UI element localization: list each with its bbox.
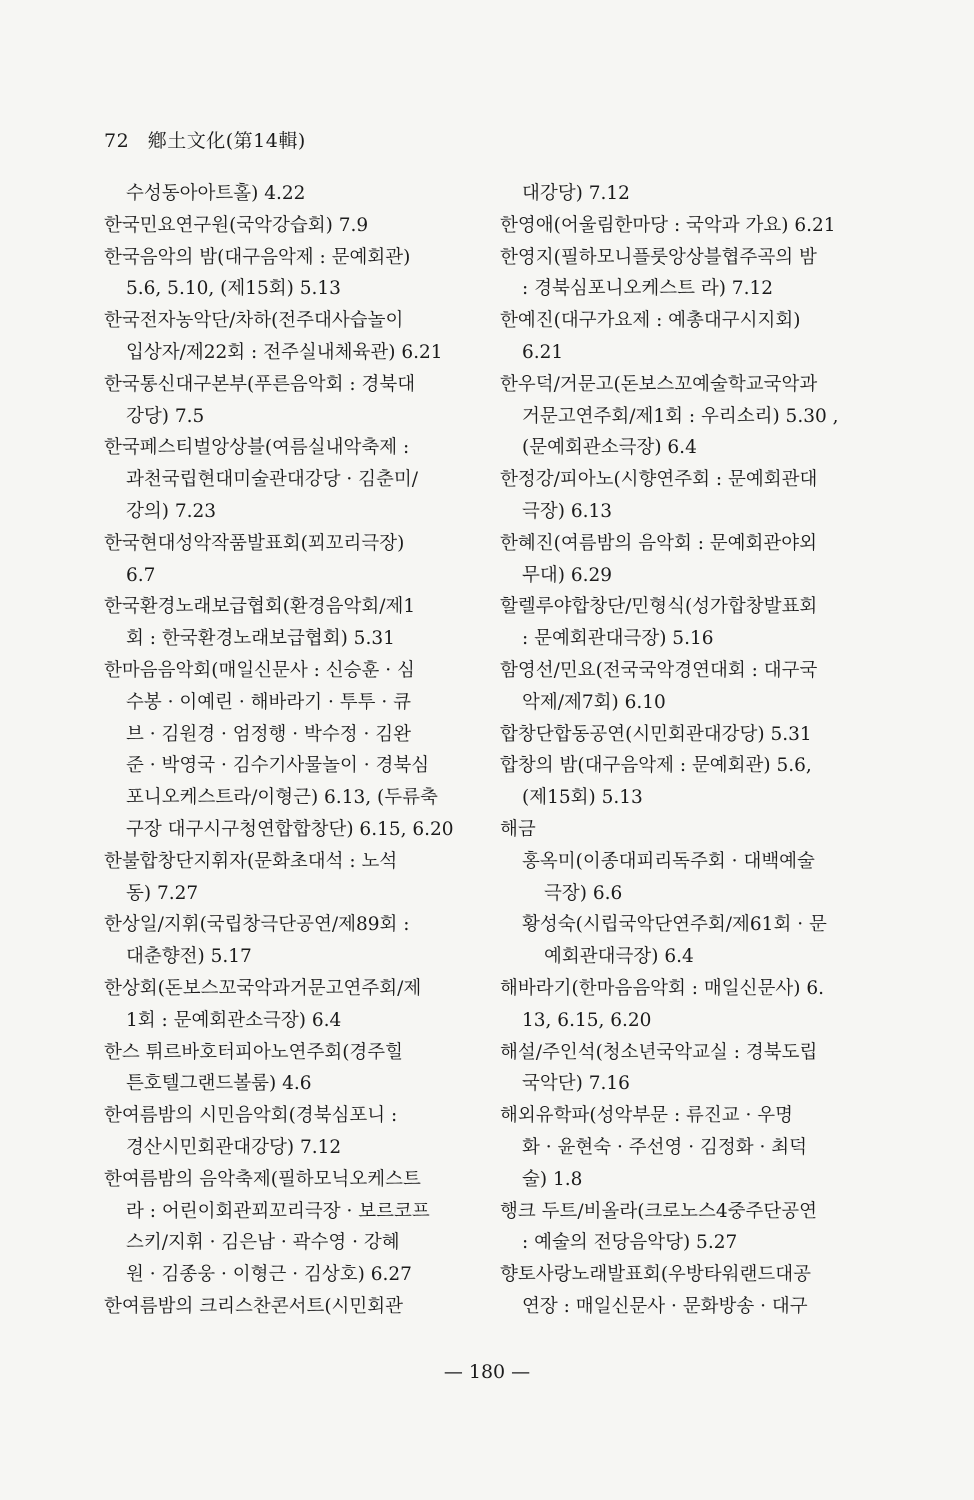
index-line: 해바라기(한마음음악회 : 매일신문사) 6. bbox=[500, 977, 825, 999]
index-line: 강의) 7.23 bbox=[126, 500, 217, 522]
index-line: 합창단합동공연(시민회관대강당) 5.31 bbox=[500, 723, 812, 745]
index-line: : 경북심포니오케스트 라) 7.12 bbox=[522, 278, 773, 300]
index-line: (제15회) 5.13 bbox=[522, 787, 643, 809]
index-line: 악제/제7회) 6.10 bbox=[522, 691, 666, 713]
header-page-number: 72 bbox=[104, 130, 130, 152]
index-line: 한국통신대구본부(푸른음악회 : 경북대 bbox=[104, 373, 416, 395]
index-line: 경산시민회관대강당) 7.12 bbox=[126, 1136, 342, 1158]
index-line: : 예술의 전당음악당) 5.27 bbox=[522, 1232, 738, 1254]
index-line: 한상회(돈보스꼬국악과거문고연주회/제 bbox=[104, 977, 422, 999]
left-index-column bbox=[104, 178, 474, 1323]
index-line: 5.6, 5.10, (제15회) 5.13 bbox=[126, 278, 341, 300]
index-line: 강당) 7.5 bbox=[126, 405, 205, 427]
index-line: 한국환경노래보급협회(환경음악회/제1 bbox=[104, 596, 416, 618]
index-line: 6.7 bbox=[126, 564, 156, 586]
index-line: 한불합창단지휘자(문화초대석 : 노석 bbox=[104, 850, 398, 872]
index-line: 국악단) 7.16 bbox=[522, 1073, 630, 1095]
index-line: 한영애(어울림한마당 : 국악과 가요) 6.21 bbox=[500, 214, 836, 236]
index-line: 한국민요연구원(국악강습회) 7.9 bbox=[104, 214, 369, 236]
index-line: 해외유학파(성악부문 : 류진교 · 우명 bbox=[500, 1105, 794, 1127]
index-line: 원 · 김종웅 · 이형근 · 김상호) 6.27 bbox=[126, 1264, 412, 1286]
index-line: 거문고연주회/제1회 : 우리소리) 5.30 , bbox=[522, 405, 839, 427]
index-line: 함영선/민요(전국국악경연대회 : 대구국 bbox=[500, 659, 818, 681]
right-index-column bbox=[500, 178, 872, 1323]
index-line: 한예진(대구가요제 : 예총대구시지회) bbox=[500, 310, 801, 332]
index-line: 한마음음악회(매일신문사 : 신승훈 · 심 bbox=[104, 659, 415, 681]
index-line: 한영지(필하모니플룻앙상블협주곡의 밤 bbox=[500, 246, 817, 268]
index-line: 브 · 김원경 · 엄정행 · 박수정 · 김완 bbox=[126, 723, 412, 745]
index-line: 해금 bbox=[500, 818, 536, 840]
running-header bbox=[104, 126, 306, 153]
index-line: (문예회관소극장) 6.4 bbox=[522, 437, 697, 459]
index-line: 한스 튀르바호터피아노연주회(경주힐 bbox=[104, 1041, 404, 1063]
index-line: 한혜진(여름밤의 음악회 : 문예회관야외 bbox=[500, 532, 818, 554]
index-line: 수봉 · 이예린 · 해바라기 · 투투 · 큐 bbox=[126, 691, 412, 713]
index-line: 대춘향전) 5.17 bbox=[126, 946, 252, 968]
index-line: 6.21 bbox=[522, 341, 564, 363]
index-line: 회 : 한국환경노래보급협회) 5.31 bbox=[126, 628, 395, 650]
index-line: 극장) 6.6 bbox=[544, 882, 623, 904]
index-line: 라 : 어린이회관꾀꼬리극장 · 보르코프 bbox=[126, 1200, 430, 1222]
index-line: 예회관대극장) 6.4 bbox=[544, 946, 694, 968]
index-line: 한국페스티벌앙상블(여름실내악축제 : bbox=[104, 437, 410, 459]
index-line: 행크 두트/비올라(크로노스4중주단공연 bbox=[500, 1200, 818, 1222]
index-line: 한여름밤의 시민음악회(경북심포니 : bbox=[104, 1105, 398, 1127]
index-line: 구장 대구시구청연합합창단) 6.15, 6.20 bbox=[126, 818, 454, 840]
index-line: 튼호텔그랜드볼룸) 4.6 bbox=[126, 1073, 312, 1095]
index-line: 황성숙(시립국악단연주회/제61회 · 문 bbox=[522, 914, 827, 936]
index-line: 한국음악의 밤(대구음악제 : 문예회관) bbox=[104, 246, 411, 268]
index-line: 한국전자농악단/차하(전주대사습놀이 bbox=[104, 310, 404, 332]
index-line: 화 · 윤현숙 · 주선영 · 김정화 · 최덕 bbox=[522, 1136, 808, 1158]
index-line: 극장) 6.13 bbox=[522, 500, 613, 522]
index-line: 스키/지휘 · 김은남 · 곽수영 · 강혜 bbox=[126, 1232, 400, 1254]
index-line: : 문예회관대극장) 5.16 bbox=[522, 628, 714, 650]
index-line: 입상자/제22회 : 전주실내체육관) 6.21 bbox=[126, 341, 443, 363]
index-line: 술) 1.8 bbox=[522, 1168, 583, 1190]
index-line: 향토사랑노래발표회(우방타워랜드대공 bbox=[500, 1264, 812, 1286]
index-line: 동) 7.27 bbox=[126, 882, 199, 904]
index-line: 한우덕/거문고(돈보스꼬예술학교국악과 bbox=[500, 373, 818, 395]
index-line: 무대) 6.29 bbox=[522, 564, 613, 586]
index-line: 한정강/피아노(시향연주회 : 문예회관대 bbox=[500, 469, 818, 491]
index-line: 한여름밤의 크리스찬콘서트(시민회관 bbox=[104, 1295, 404, 1317]
index-line: 1회 : 문예회관소극장) 6.4 bbox=[126, 1009, 342, 1031]
index-line: 준 · 박영국 · 김수기사물놀이 · 경북심 bbox=[126, 755, 430, 777]
index-line: 해설/주인석(청소년국악교실 : 경북도립 bbox=[500, 1041, 818, 1063]
page-number-footer: — 180 — bbox=[443, 1361, 531, 1383]
index-line: 할렐루야합창단/민형식(성가합창발표회 bbox=[500, 596, 818, 618]
index-line: 한상일/지휘(국립창극단공연/제89회 : bbox=[104, 914, 410, 936]
header-title: 鄕土文化(第14輯) bbox=[147, 130, 306, 152]
index-line: 과천국립현대미술관대강당 · 김춘미/ bbox=[126, 469, 418, 491]
index-line: 한여름밤의 음악축제(필하모닉오케스트 bbox=[104, 1168, 421, 1190]
index-line: 연장 : 매일신문사 · 문화방송 · 대구 bbox=[522, 1295, 808, 1317]
index-line: 포니오케스트라/이형근) 6.13, (두류축 bbox=[126, 787, 438, 809]
index-line: 합창의 밤(대구음악제 : 문예회관) 5.6, bbox=[500, 755, 812, 777]
index-line: 홍옥미(이종대피리독주회 · 대백예술 bbox=[522, 850, 815, 872]
index-line: 한국현대성악작품발표회(꾀꼬리극장) bbox=[104, 532, 405, 554]
index-line: 수성동아아트홀) 4.22 bbox=[126, 183, 306, 204]
index-line: 13, 6.15, 6.20 bbox=[522, 1009, 652, 1031]
index-line: 대강당) 7.12 bbox=[522, 183, 630, 204]
